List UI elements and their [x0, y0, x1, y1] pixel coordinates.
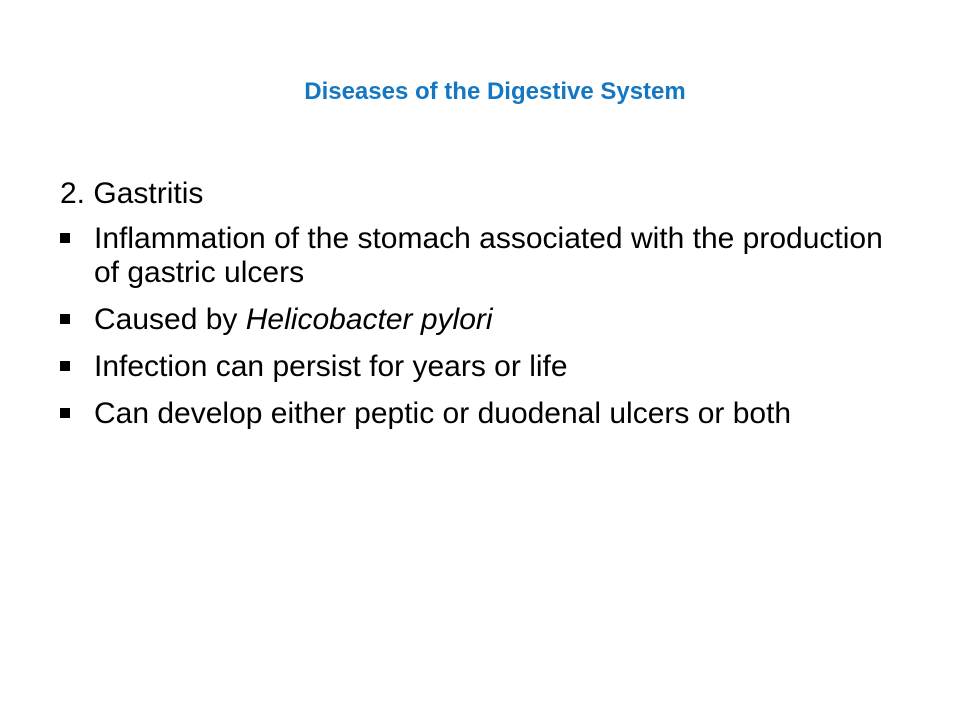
- square-bullet-icon: [60, 408, 70, 418]
- square-bullet-icon: [60, 314, 70, 324]
- bullet-list: [60, 222, 900, 431]
- bullet-text: Can develop either peptic or duodenal ulcers or both: [94, 397, 792, 430]
- slide-content: [60, 174, 900, 444]
- bullet-item: [60, 303, 900, 337]
- subheading: 2. Gastritis: [60, 177, 204, 210]
- bullet-text-prefix: Caused by: [94, 303, 246, 336]
- slide-title: Diseases of the Digestive System: [304, 78, 686, 105]
- bullet-text: Inflammation of the stomach associated with the production of gastric ulcers: [94, 222, 883, 289]
- bullet-text: [94, 303, 493, 336]
- bullet-text-species: Helicobacter pylori: [245, 303, 493, 336]
- square-bullet-icon: [60, 361, 70, 371]
- bullet-text: Infection can persist for years or life: [94, 350, 568, 383]
- bullet-item: [60, 350, 900, 384]
- bullet-item: [60, 222, 900, 290]
- bullet-item: [60, 397, 900, 431]
- square-bullet-icon: [60, 233, 70, 243]
